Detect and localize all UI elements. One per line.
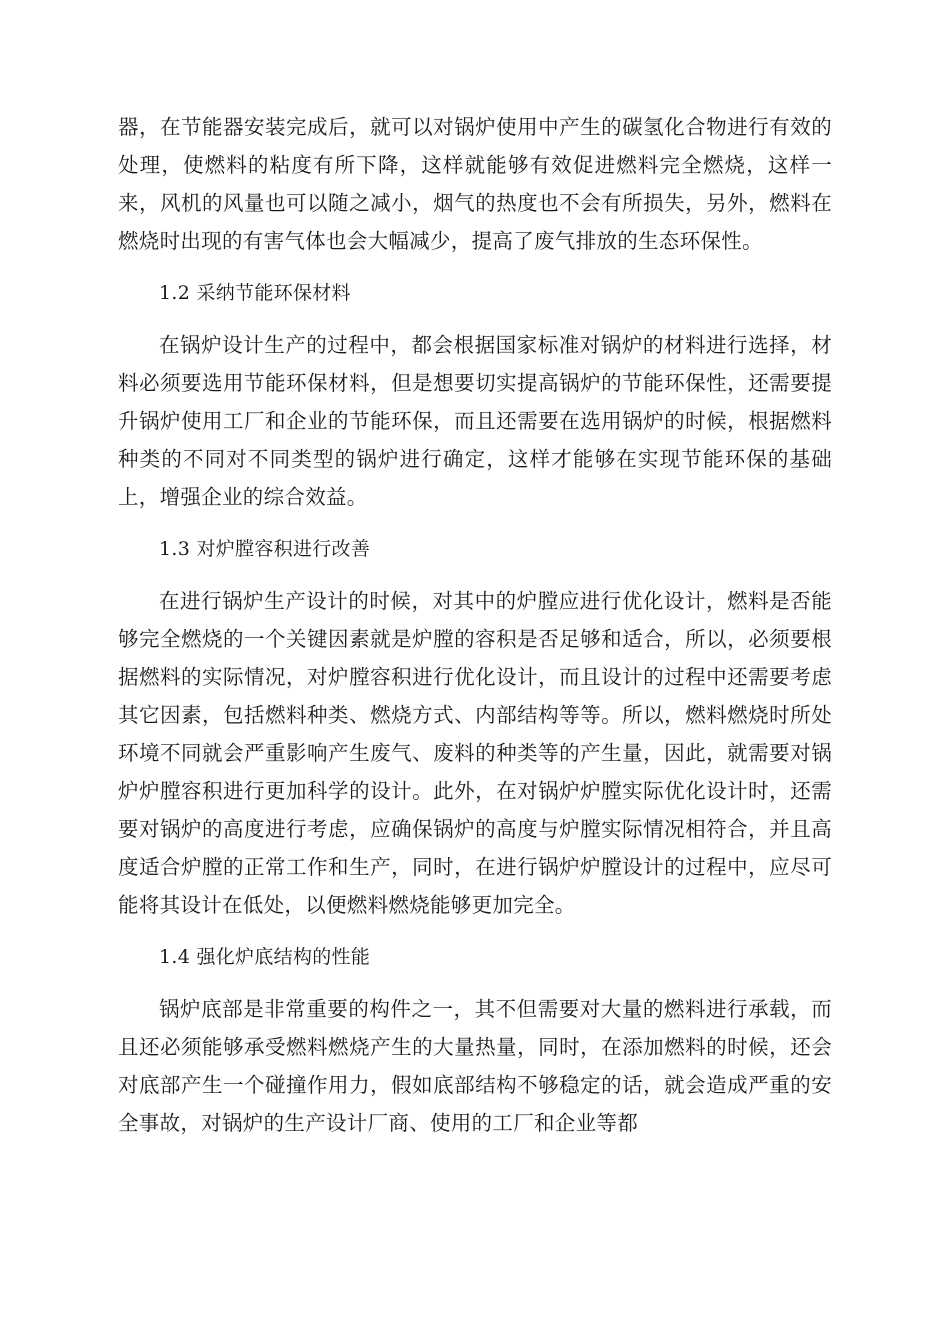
section-heading-1-3: 1.3 对炉膛容积进行改善 xyxy=(159,538,371,560)
body-paragraph: 在进行锅炉生产设计的时候，对其中的炉膛应进行优化设计，燃料是否能够完全燃烧的一个关键因素就是炉膛的容积是否足够和适合，所以，必须要根据燃料的实际情况，对炉膛容积进行优化设计，而且设计的过程中还需要考虑其它因素，包括燃料种类、燃烧方式、内部结构等等。所以，燃料燃烧时所处环境不同就会严重影响产生废气、废料的种类等的产生量，因此，就需要对锅炉炉膛容积进行更加科学的设计。此外，在对锅炉炉膛实际优化设计时，还需要对锅炉的高度进行考虑，应确保锅炉的高度与炉膛实际情况相符合，并且高度适合炉膛的正常工作和生产，同时，在进行锅炉炉膛设计的过程中，应尽可能将其设计在低处，以便燃料燃烧能够更加完全。 xyxy=(118,589,832,917)
body-paragraph: 在锅炉设计生产的过程中，都会根据国家标准对锅炉的材料进行选择，材料必须要选用节能环保材料，但是想要切实提高锅炉的节能环保性，还需要提升锅炉使用工厂和企业的节能环保，而且还需要在选用锅炉的时候，根据燃料种类的不同对不同类型的锅炉进行确定，这样才能够在实现节能环保的基础上，增强企业的综合效益。 xyxy=(118,333,832,509)
body-paragraph: 器，在节能器安装完成后，就可以对锅炉使用中产生的碳氢化合物进行有效的处理，使燃料的粘度有所下降，这样就能够有效促进燃料完全燃烧，这样一来，风机的风量也可以随之减小，烟气的热度也不会有所损失，另外，燃料在燃烧时出现的有害气体也会大幅减少，提高了废气排放的生态环保性。 xyxy=(118,115,832,253)
body-paragraph: 锅炉底部是非常重要的构件之一，其不但需要对大量的燃料进行承载，而且还必须能够承受燃料燃烧产生的大量热量，同时，在添加燃料的时候，还会对底部产生一个碰撞作用力，假如底部结构不够稳定的话，就会造成严重的安全事故，对锅炉的生产设计厂商、使用的工厂和企业等都 xyxy=(118,997,832,1135)
section-heading-1-2: 1.2 采纳节能环保材料 xyxy=(159,282,351,304)
section-heading-1-4: 1.4 强化炉底结构的性能 xyxy=(159,946,371,968)
